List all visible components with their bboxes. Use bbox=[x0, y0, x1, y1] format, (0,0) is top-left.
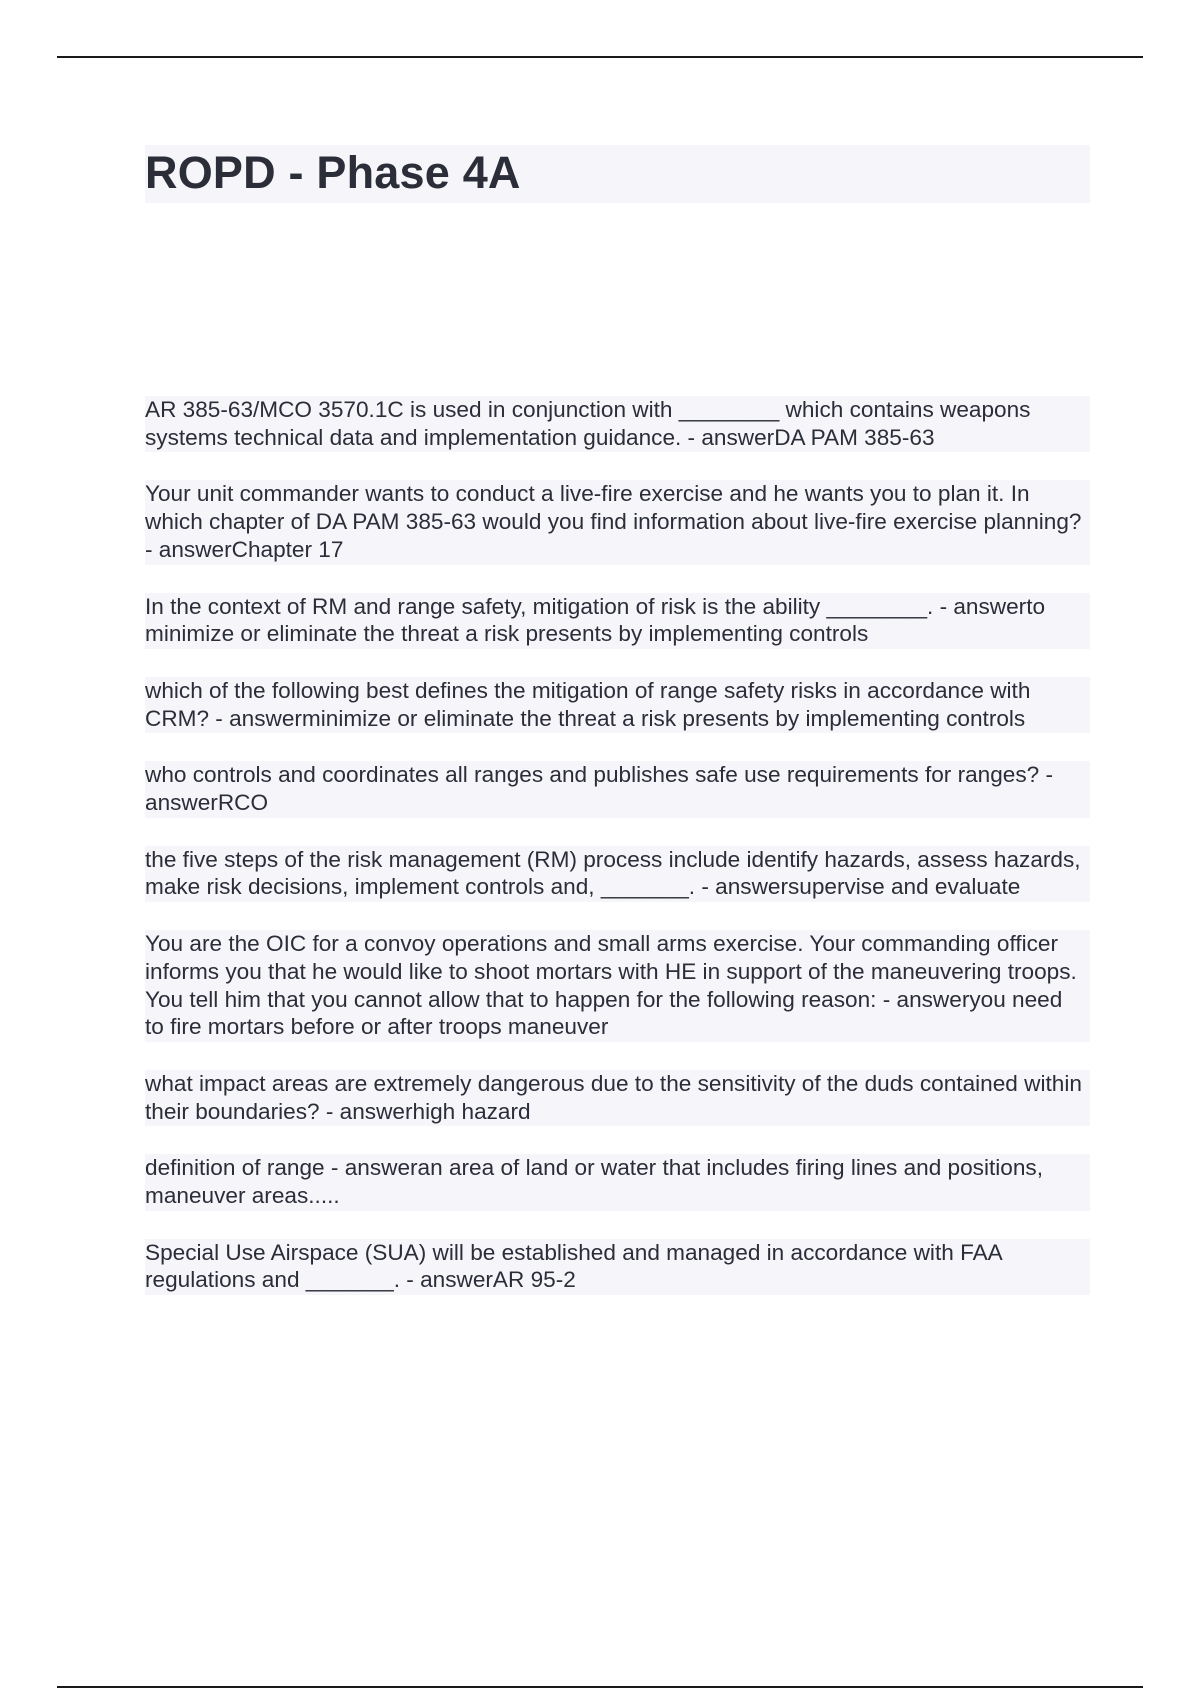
qa-item: AR 385-63/MCO 3570.1C is used in conjunction with ________ which contains weapons systems technical data and implementation guidance. - answerDA PAM 385-63 bbox=[145, 396, 1090, 452]
qa-item: what impact areas are extremely dangerous due to the sensitivity of the duds contained within their boundaries? - answerhigh hazard bbox=[145, 1070, 1090, 1126]
qa-item: who controls and coordinates all ranges and publishes safe use requirements for ranges? - answerRCO bbox=[145, 761, 1090, 817]
bottom-rule bbox=[57, 1686, 1143, 1688]
qa-item: Your unit commander wants to conduct a live-fire exercise and he wants you to plan it. In which chapter of DA PAM 385-63 would you find information about live-fire exercise planning? - answerChapter 17 bbox=[145, 480, 1090, 564]
qa-list bbox=[145, 396, 1090, 1323]
page-title: ROPD - Phase 4A bbox=[145, 147, 521, 198]
qa-item: the five steps of the risk management (RM) process include identify hazards, assess hazards, make risk decisions, implement controls and, _______. - answersupervise and evaluate bbox=[145, 846, 1090, 902]
qa-item: which of the following best defines the mitigation of range safety risks in accordance with CRM? - answerminimize or eliminate the threat a risk presents by implementing controls bbox=[145, 677, 1090, 733]
qa-item: In the context of RM and range safety, mitigation of risk is the ability ________. - answerto minimize or eliminate the threat a risk presents by implementing controls bbox=[145, 593, 1090, 649]
top-rule bbox=[57, 56, 1143, 58]
qa-item: You are the OIC for a convoy operations and small arms exercise. Your commanding officer informs you that he would like to shoot mortars with HE in support of the maneuvering troops. You tell him that you cannot allow that to happen for the following reason: - answeryou need to fire mortars before or after troops maneuver bbox=[145, 930, 1090, 1042]
qa-item: Special Use Airspace (SUA) will be established and managed in accordance with FAA regulations and _______. - answerAR 95-2 bbox=[145, 1239, 1090, 1295]
qa-item: definition of range - answeran area of land or water that includes firing lines and positions, maneuver areas..... bbox=[145, 1154, 1090, 1210]
